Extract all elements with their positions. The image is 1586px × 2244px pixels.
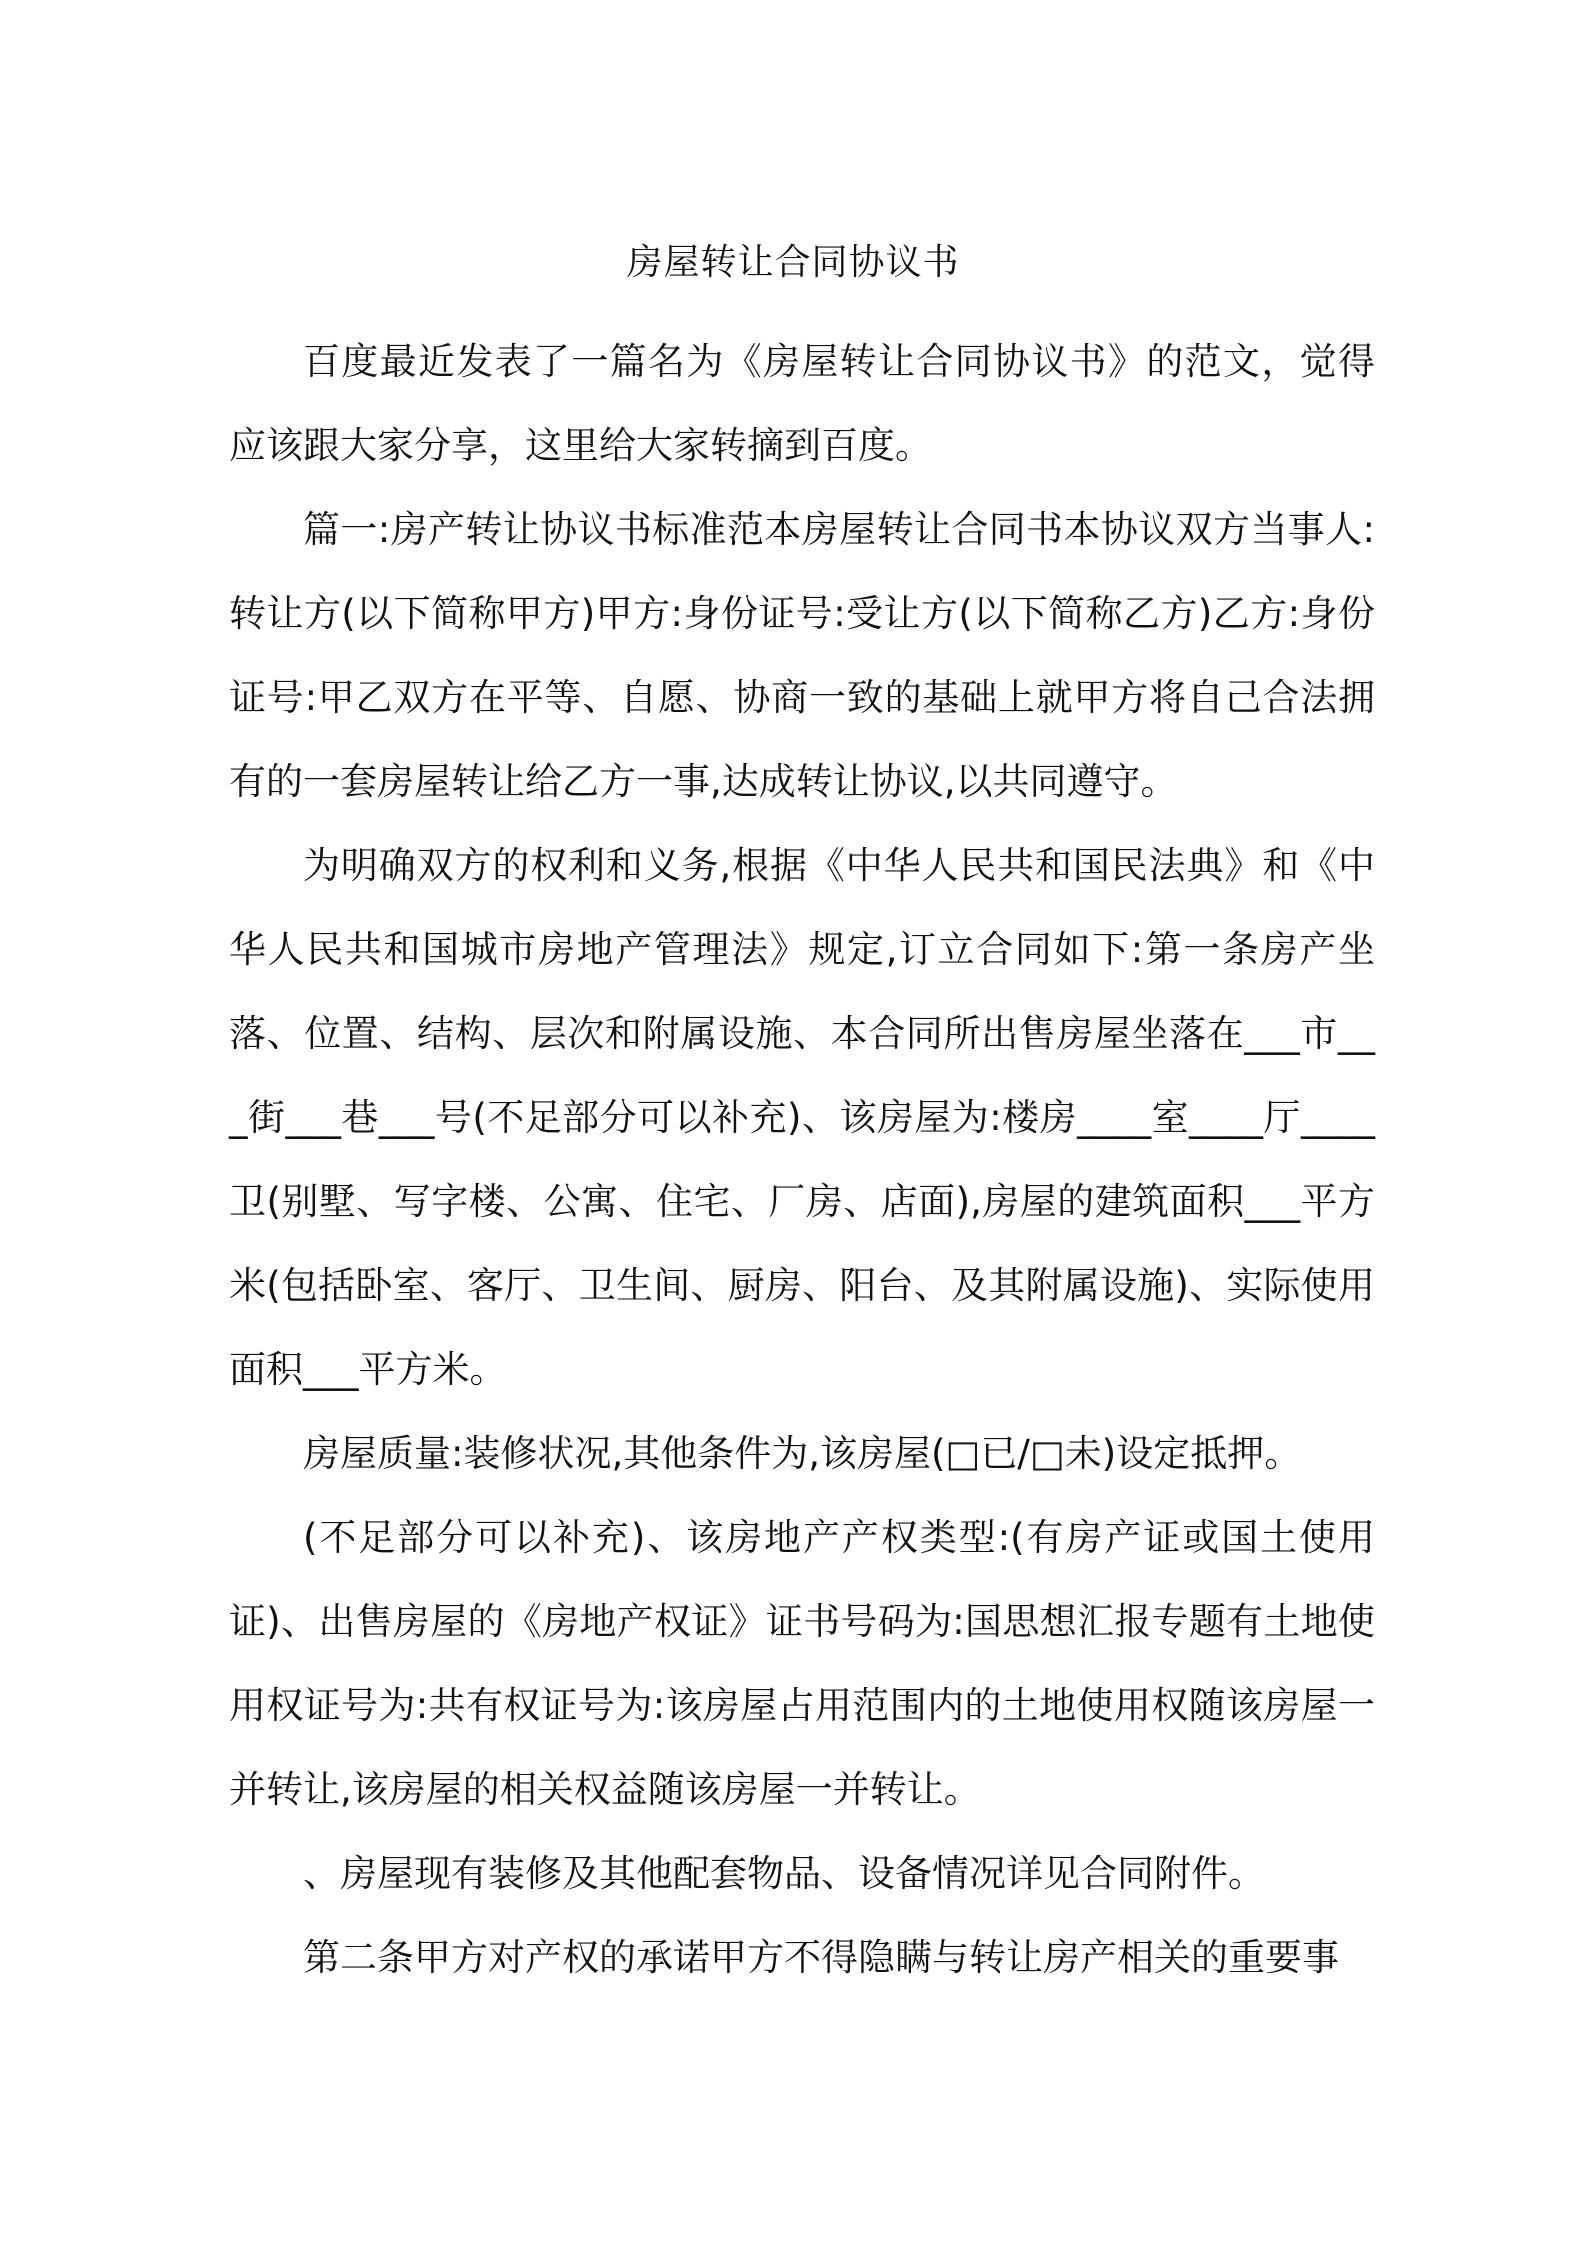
paragraph-property-rights: (不足部分可以补充)、该房地产产权类型:(有房产证或国土使用证)、出售房屋的《房地产权证》证书号码为:国思想汇报专题有土地使用权证号为:共有权证号为:该房屋占用范围内的土地使用权随该房屋一并转让,该房屋的相关权益随该房屋一并转让。 [229,1516,1375,1811]
paragraph-intro: 百度最近发表了一篇名为《房屋转让合同协议书》的范文，觉得应该跟大家分享，这里给大家转摘到百度。 [229,340,1375,467]
paragraph-article-one: 为明确双方的权利和义务,根据《中华人民共和国民法典》和《中华人民共和国城市房地产管理法》规定,订立合同如下:第一条房产坐落、位置、结构、层次和附属设施、本合同所出售房屋坐落在___市___街___巷___号(不足部分可以补充)、该房屋为:楼房____室____厅____卫(别墅、写字楼、公寓、住宅、厂房、店面),房屋的建筑面积___平方米(包括卧室、客厅、卫生间、厨房、阳台、及其附属设施)、实际使用面积___平方米。 [229,844,1375,1391]
document-title: 房屋转让合同协议书 [626,242,960,283]
paragraph-decoration: 、房屋现有装修及其他配套物品、设备情况详见合同附件。 [303,1852,1265,1895]
paragraph-house-quality: 房屋质量:装修状况,其他条件为,该房屋(□已/□未)设定抵押。 [303,1432,1302,1475]
paragraph-article-two: 第二条甲方对产权的承诺甲方不得隐瞒与转让房产相关的重要事 [303,1936,1339,1979]
document-body [229,320,1375,2000]
paragraph-parties: 篇一:房产转让协议书标准范本房屋转让合同书本协议双方当事人:转让方(以下简称甲方)甲方:身份证号:受让方(以下简称乙方)乙方:身份证号:甲乙双方在平等、自愿、协商一致的基础上就甲方将自己合法拥有的一套房屋转让给乙方一事,达成转让协议,以共同遵守。 [229,508,1375,803]
